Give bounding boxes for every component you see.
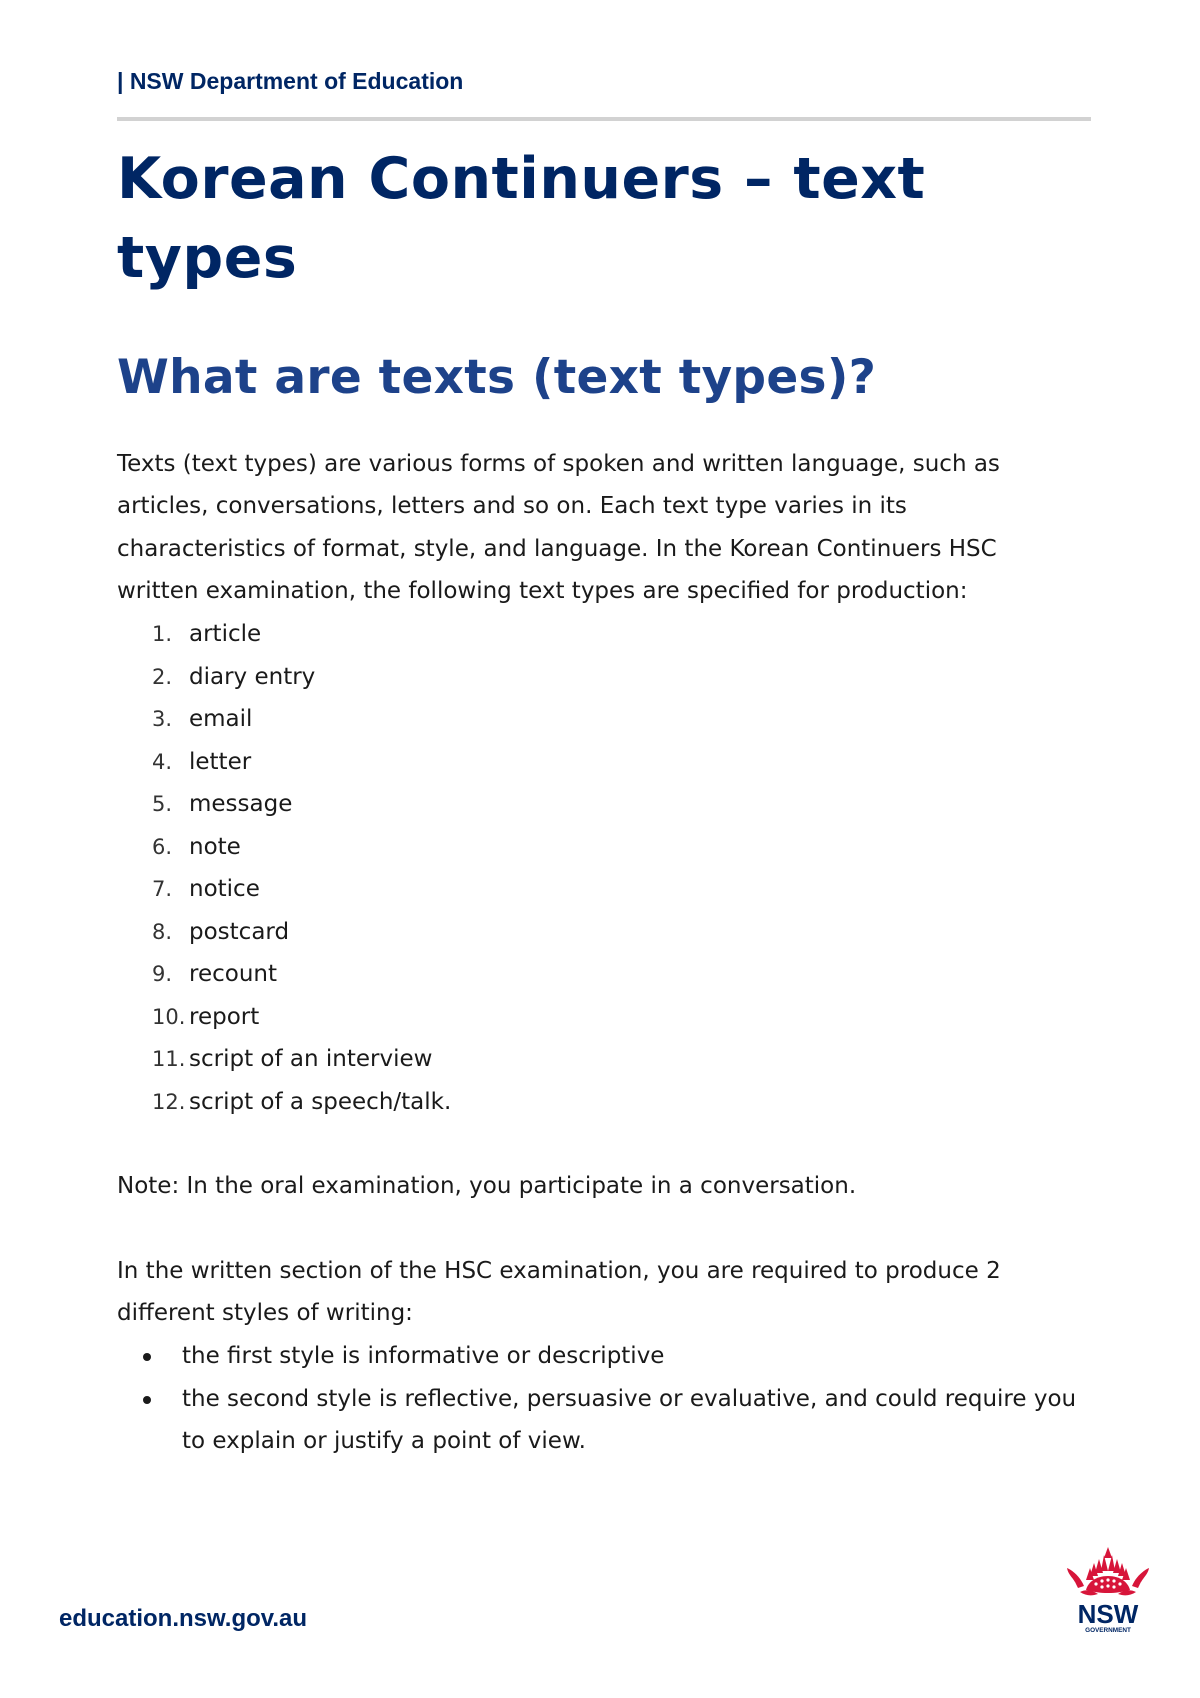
writing-styles-list	[117, 1335, 1087, 1463]
list-item	[117, 996, 451, 1039]
list-item-label: script of an interview	[189, 1046, 433, 1072]
list-item-label: diary entry	[189, 663, 316, 690]
list-item	[117, 1038, 451, 1081]
department-header: | NSW Department of Education	[117, 68, 464, 94]
list-item	[117, 656, 451, 699]
list-item-label: letter	[189, 748, 252, 775]
list-item-label: email	[189, 706, 253, 732]
logo-subtext: GOVERNMENT	[1085, 1627, 1131, 1634]
header-divider	[117, 117, 1091, 121]
list-item	[117, 868, 451, 911]
list-item-number: 6.	[152, 834, 173, 859]
list-item	[117, 1378, 1087, 1463]
list-item	[117, 698, 451, 741]
list-item-number: 1.	[152, 622, 173, 646]
waratah-icon	[1067, 1547, 1149, 1595]
bullet-icon	[143, 1396, 151, 1404]
footer-url: education.nsw.gov.au	[59, 1605, 308, 1632]
list-item	[117, 783, 451, 826]
intro-paragraph: Texts (text types) are various forms of spoken and written language, such as articles, conversations, letters and so on. Each text type varies in its characteristics of format, style, and language. In the Korean Continuers HSC written examination, the following text types are specified for production:	[117, 451, 1000, 605]
written-section-paragraph: In the written section of the HSC examination, you are required to produce 2 different styles of writing:	[117, 1258, 1001, 1327]
list-item	[117, 953, 451, 996]
list-item-number: 8.	[152, 919, 173, 944]
list-item-label: notice	[189, 876, 260, 902]
list-item-label: article	[189, 621, 262, 647]
section-heading: What are texts (text types)?	[117, 350, 877, 405]
list-item-label: message	[189, 791, 293, 817]
list-item	[117, 911, 451, 954]
list-item-number: 4.	[152, 749, 173, 774]
list-item-label: report	[189, 1003, 260, 1030]
list-item-number: 9.	[152, 962, 173, 986]
list-item-number: 11.	[152, 1047, 186, 1071]
oral-exam-note: Note: In the oral examination, you participate in a conversation.	[117, 1173, 857, 1199]
list-item	[117, 613, 451, 656]
list-item-number: 12.	[152, 1089, 186, 1114]
document-title: Korean Continuers – text types	[117, 146, 926, 291]
text-types-list	[117, 613, 451, 1123]
list-item	[117, 826, 451, 869]
list-item	[117, 741, 451, 784]
list-item-label: the first style is informative or descriptive	[182, 1343, 665, 1369]
list-item-label: note	[189, 833, 241, 860]
list-item-number: 2.	[152, 664, 173, 689]
list-item-label: the second style is reflective, persuasive or evaluative, and could require you to explain or justify a point of view.	[182, 1385, 1077, 1454]
logo-wordmark: NSW	[1077, 1599, 1139, 1629]
list-item-label: recount	[189, 961, 277, 987]
list-item-number: 3.	[152, 707, 173, 731]
list-item-number: 7.	[152, 877, 173, 901]
list-item-number: 5.	[152, 792, 173, 816]
list-item	[117, 1081, 451, 1124]
list-item-number: 10.	[152, 1004, 186, 1029]
list-item-label: script of a speech/talk.	[189, 1088, 452, 1115]
bullet-icon	[143, 1353, 151, 1361]
nsw-government-logo	[1066, 1546, 1150, 1634]
list-item-label: postcard	[189, 918, 290, 945]
list-item	[117, 1335, 1087, 1378]
